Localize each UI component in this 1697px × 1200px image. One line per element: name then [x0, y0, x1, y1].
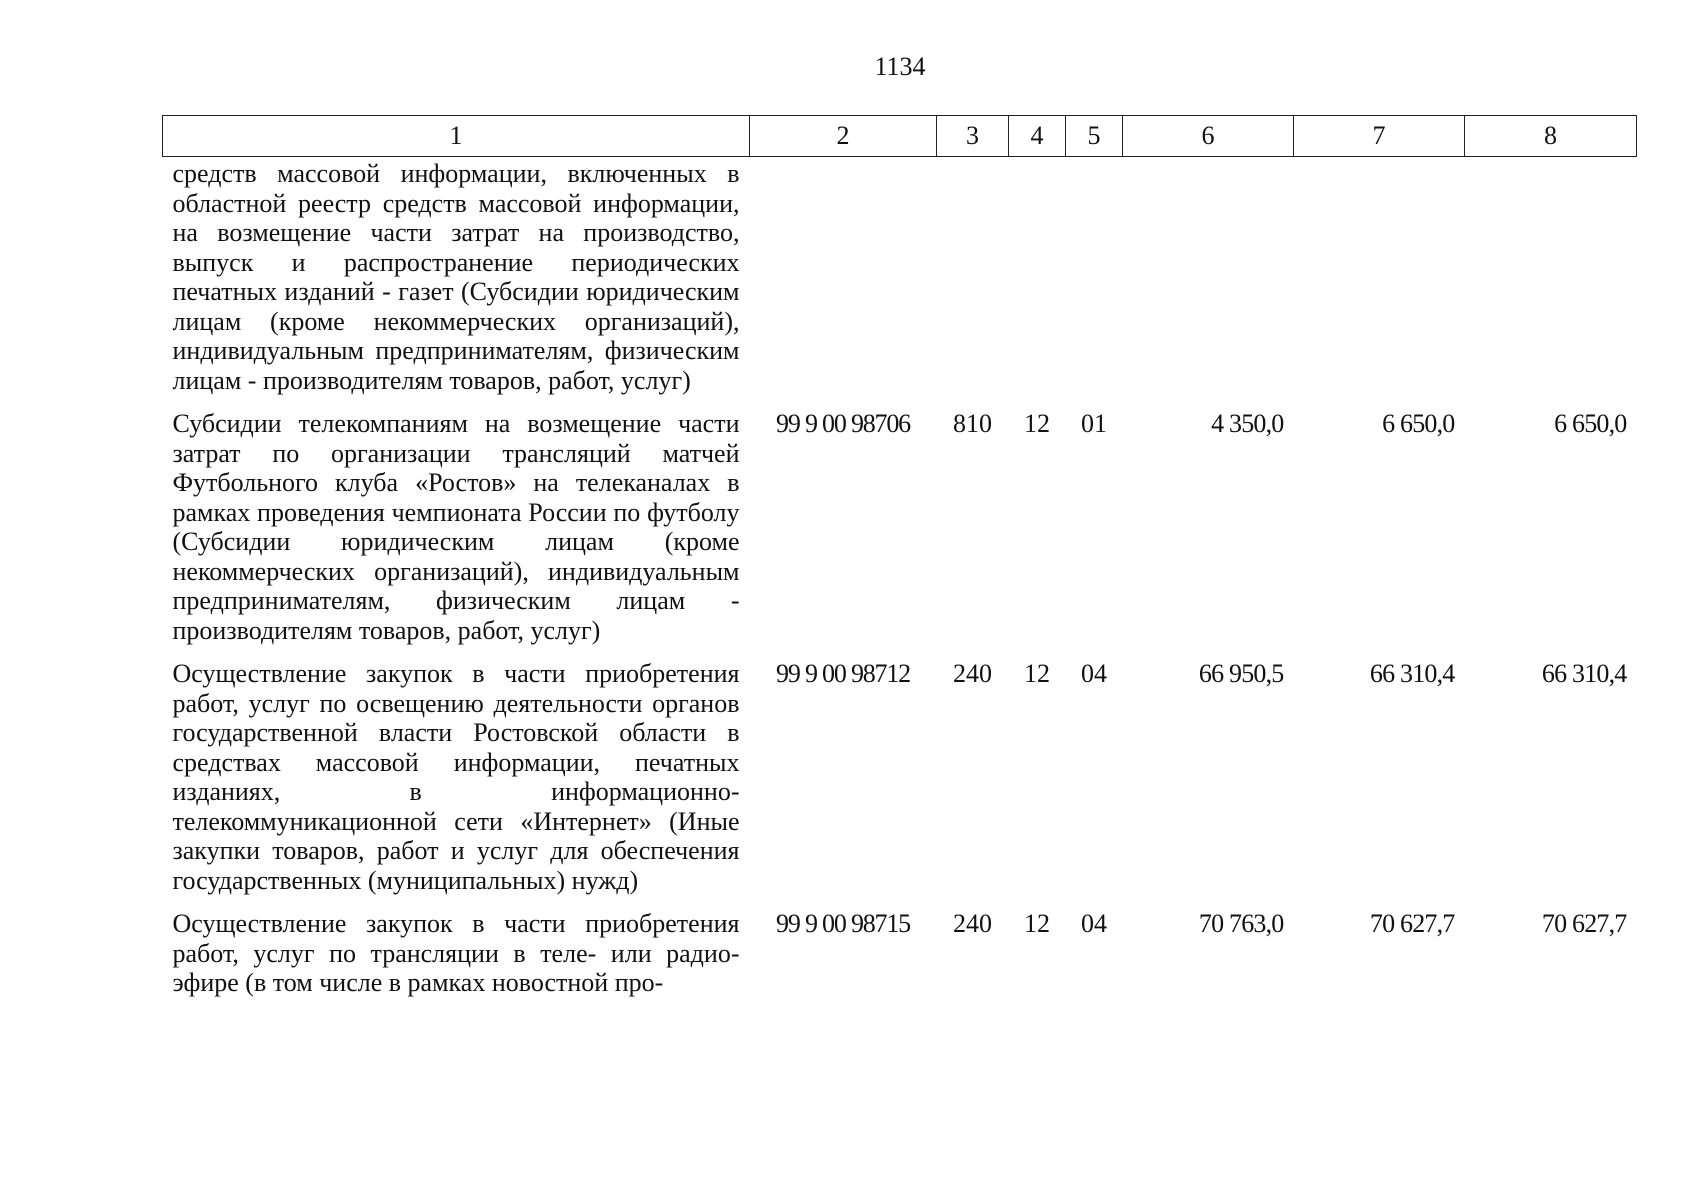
target-article-code: 99 9 00 98715 [776, 909, 910, 938]
target-article-code [750, 157, 937, 410]
table-body [163, 157, 1637, 1012]
header-col-6: 6 [1123, 116, 1294, 157]
header-col-5: 5 [1066, 116, 1123, 157]
subsection-code: 01 [1081, 409, 1107, 438]
expense-type: 240 [953, 909, 992, 938]
table-row [163, 909, 1637, 1012]
row-description: Осуществление закупок в части приобретения работ, услуг по трансляции в теле- или радиоэфире (в том числе в рамках новостной про- [172, 909, 740, 997]
amount-col-8: 66 310,4 [1541, 659, 1627, 688]
target-article-code: 99 9 00 98712 [776, 659, 910, 688]
header-col-2: 2 [750, 116, 937, 157]
header-col-7: 7 [1294, 116, 1465, 157]
amount-col-6: 4 350,0 [1211, 409, 1284, 438]
expense-type [937, 157, 1009, 410]
row-description: Осуществление закупок в части приобретения работ, услуг по освещению деятельности органов государственной власти Ростовской области в средствах массовой информации, печатных изданиях, в информационно-телекоммуникационной сети «Интернет» (Иные закупки товаров, работ и услуг для обеспечения государственных (муниципальных) нужд) [172, 659, 740, 895]
subsection-code: 04 [1081, 909, 1107, 938]
target-article-code: 99 9 00 98706 [776, 409, 910, 438]
section-code [1009, 157, 1066, 410]
budget-table [162, 115, 1637, 1012]
amount-col-6: 66 950,5 [1198, 659, 1284, 688]
header-col-4: 4 [1009, 116, 1066, 157]
row-description: Субсидии телекомпаниям на возмещение части затрат по организации трансляций матчей Футбольного клуба «Ростов» на телеканалах в рамках проведения чемпионата России по футболу (Субсидии юридическим лицам (кроме некоммерческих организаций), индивидуальным предпринимателям, физическим лицам - производителям товаров, работ, услуг) [172, 409, 740, 645]
amount-col-8: 6 650,0 [1554, 409, 1627, 438]
header-col-8: 8 [1465, 116, 1637, 157]
table-row [163, 157, 1637, 410]
table-row [163, 659, 1637, 909]
section-code: 12 [1024, 409, 1050, 438]
table-header [163, 116, 1637, 157]
header-row [163, 116, 1637, 157]
amount-col-7: 70 627,7 [1369, 909, 1455, 938]
expense-type: 810 [953, 409, 992, 438]
amount-col-6: 70 763,0 [1198, 909, 1284, 938]
amount-col-6 [1123, 157, 1294, 410]
section-code: 12 [1024, 659, 1050, 688]
row-description: средств массовой информации, включенных в областной реестр средств массовой информации, на возмещение части затрат на производство, выпуск и распространение периодических печатных изданий - газет (Субсидии юридическим лицам (кроме некоммерческих организаций), индивидуальным предпринимателям, физическим лицам - производителям товаров, работ, услуг) [172, 159, 740, 395]
section-code: 12 [1024, 909, 1050, 938]
subsection-code [1066, 157, 1123, 410]
amount-col-7: 66 310,4 [1369, 659, 1455, 688]
amount-col-8: 70 627,7 [1541, 909, 1627, 938]
header-col-3: 3 [937, 116, 1009, 157]
table-row [163, 409, 1637, 659]
amount-col-7 [1294, 157, 1465, 410]
page-number: 1134 [874, 52, 926, 81]
subsection-code: 04 [1081, 659, 1107, 688]
header-col-1: 1 [163, 116, 750, 157]
expense-type: 240 [953, 659, 992, 688]
amount-col-7: 6 650,0 [1382, 409, 1455, 438]
amount-col-8 [1465, 157, 1637, 410]
